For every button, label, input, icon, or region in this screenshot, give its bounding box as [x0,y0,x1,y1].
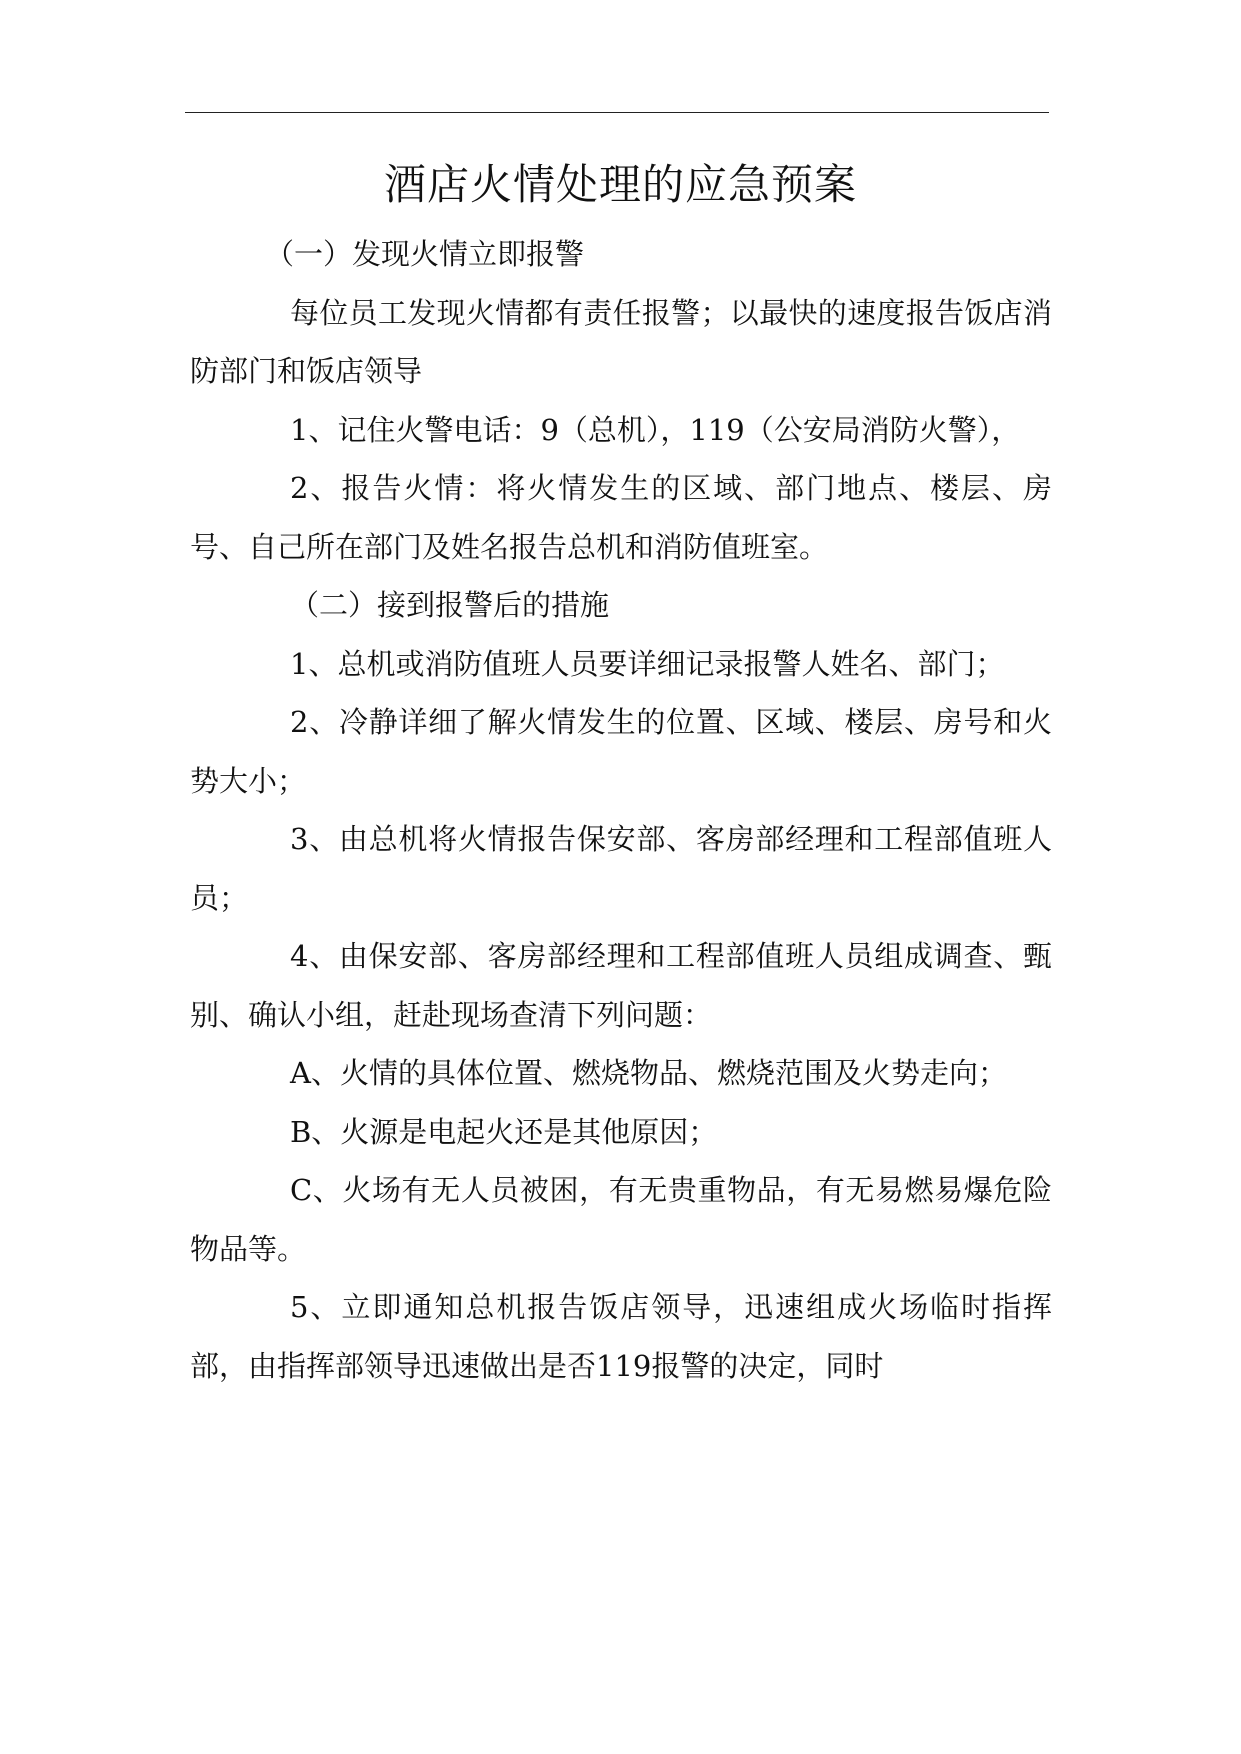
paragraph-item-c: C、火场有无人员被困，有无贵重物品，有无易燃易爆危险物品等。 [190,1173,1052,1266]
paragraph-command-post: 5、立即通知总机报告饭店领导，迅速组成火场临时指挥部，由指挥部领导迅速做出是否119报警的决定，同时 [190,1290,1052,1383]
header-rule [185,112,1049,113]
document-body [190,225,1052,1395]
paragraph-understand-fire: 2、冷静详细了解火情发生的位置、区域、楼层、房号和火势大小； [190,705,1052,798]
paragraph-item-a: A、火情的具体位置、燃烧物品、燃烧范围及火势走向； [290,1056,1007,1090]
paragraph-item-b: B、火源是电起火还是其他原因； [290,1114,718,1149]
section-heading-1: （一）发现火情立即报警 [265,237,585,271]
paragraph-notify-departments: 3、由总机将火情报告保安部、客房部经理和工程部值班人员； [190,822,1052,915]
paragraph-phone-numbers: 1、记住火警电话：9（总机），119（公安局消防火警）， [290,412,1021,447]
paragraph-report-fire: 2、报告火情：将火情发生的区域、部门地点、楼层、房号、自己所在部门及姓名报告总机和消防值班室。 [190,471,1052,564]
section-heading-2: （二）接到报警后的措施 [290,588,610,622]
document-title: 酒店火情处理的应急预案 [383,160,857,209]
paragraph-record-caller: 1、总机或消防值班人员要详细记录报警人姓名、部门； [290,646,1005,681]
paragraph-investigation-team: 4、由保安部、客房部经理和工程部值班人员组成调查、甄别、确认小组，赶赴现场查清下列问题： [190,939,1052,1032]
paragraph-report-duty: 每位员工发现火情都有责任报警；以最快的速度报告饭店消防部门和饭店领导 [190,295,1052,388]
